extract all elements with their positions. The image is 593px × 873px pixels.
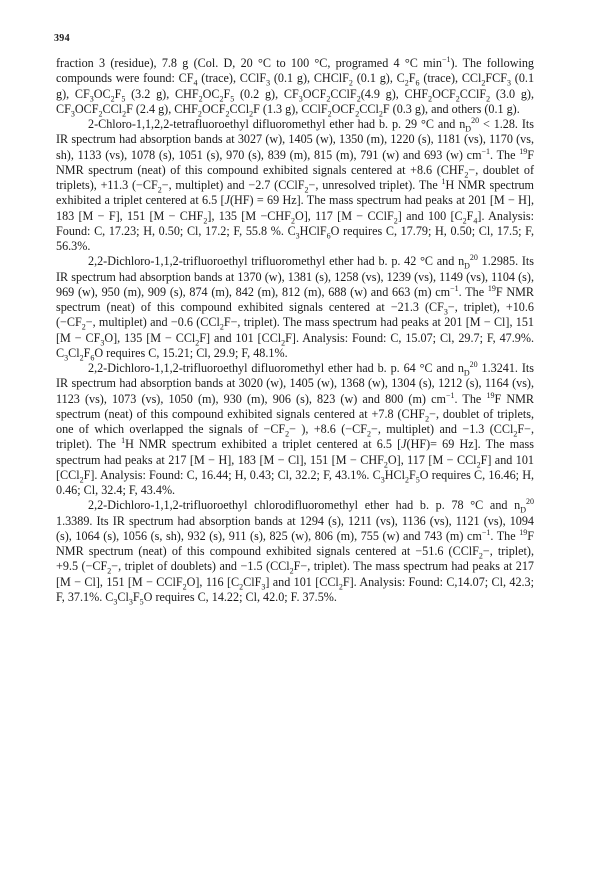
paragraph-dichloro-trifluoroethyl-trifluoromethyl-ether: 2,2-Dichloro-1,1,2-trifluoroethyl trifluoromethyl ether had b. p. 42 °C and $n_D^{20}$ 1.2985. Its IR spectrum had absorption bands at 1370 (w), 1381 (s), 1258 (vs), 1239 (vs), 1149 (vs), 1104 (s), 969 (w), 950 (m), 909 (s), 874 (m), 842 (m), 812 (m), 688 (w) and 663 (m) $cm^{-1}$. The $^{19}$F NMR spectrum (neat) of this compound exhibited signals centered at −21.3 ($CF_3-$, triplet), +10.6 ($-CF_2-$, multiplet) and −0.6 (CCl$_2$F−, triplet). The mass spectrum had peaks at 201 [M − Cl], 151 $[M - CF_3O]$, 135 [M − CCl$_2$F] and 101 [CCl$_2$F]. Analysis: Found: C, 15.07; Cl, 29.7; F, 47.9%. $C_3Cl_2F_6O$ requires C, 15.21; Cl, 29.9; F, 48.1%. <box>56 253 535 363</box>
body-text <box>56 56 534 605</box>
page-number: 394 <box>54 33 70 44</box>
paragraph-fraction-3-residue: fraction 3 (residue), 7.8 g (Col. D, 20 °C to 100 °C, programed 4 °C $\min^{-1}$). The following compounds were found: $CF_4$ (trace), CClF$_3$ (0.1 g), CHClF$_2$ (0.1 g), $C_2F_6$ (trace), $CCl_2FCF_3$ (0.1 g), $CF_3OC_2F_5$ (3.2 g), $CHF_2OC_2F_5$ (0.2 g), $CF_3OCF_2CClF_2(4.9$ g), $CHF_2OCF_2CClF_2$ (3.0 g), $CF_3OCF_2CCl_2F$ (2.4 g), $CHF_2OCF_2CCl_2F$ (1.3 g), $CClF_2OCF_2CCl_2F$ (0.3 g), and others (0.1 g). <box>56 54 535 119</box>
paragraph-chloro-tetrafluoroethyl-difluoromethyl-ether: 2-Chloro-1,1,2,2-tetrafluoroethyl difluoromethyl ether had b. p. 29 °C and $n_D^{20} < 1.28$. Its IR spectrum had absorption bands at 3027 (w), 1405 (w), 1350 (m), 1220 (s), 1181 (vs), 1170 (vs, sh), 1133 (vs), 1078 (s), 1051 (s), 970 (s), 839 (m), 815 (m), 791 (w) and 693 (w) $cm^{-1}$. The $^{19}$F NMR spectrum (neat) of this compound exhibited signals centered at +8.6 ($CHF_2-$, doublet of triplets), +11.3 ($-CF_2-$, multiplet) and −2.7 (CClF$_2$−, unresolved triplet). The $^1$H NMR spectrum exhibited a triplet centered at 6.5 [J(HF) = 69 Hz]. The mass spectrum had peaks at 201 [M − H], 183 [M − F], 151 $[M - CHF_2]$, 135 $[M -CHF_2O]$, 117 [M − CClF$_2$] and 100 $[C_2F_4]$. Analysis: Found: C, 17.23; H, 0.50; Cl, 17.2; F, 55.8 %. $C_3HClF_6O$ requires C, 17.79; H, 0.50; Cl, 17.5; F, 56.3%. <box>56 115 535 253</box>
paragraph-dichloro-trifluoroethyl-chlorodifluoromethyl-ether: 2,2-Dichloro-1,1,2-trifluoroethyl chlorodifluoromethyl ether had b. p. 78 °C and $n_D^{20}$ 1.3389. Its IR spectrum had absorption bands at 1294 (s), 1211 (vs), 1136 (vs), 1121 (vs), 1094 (s), 1064 (s), 1056 (s, sh), 932 (s), 911 (s), 825 (w), 806 (m), 755 (w) and 743 (m) $cm^{-1}$. The $^{19}$F NMR spectrum (neat) of this compound exhibited signals centered at −51.6 (CClF$_2$−, triplet), +9.5 ($-CF_2-$, triplet of doublets) and −1.5 (CCl$_2$F−, triplet). The mass spectrum had peaks at 217 [M − Cl], 151 [M − CClF$_2$O], 116 $[C_2ClF_3]$ and 101 [CCl$_2$F]. Analysis: Found: C,14.07; Cl, 42.3; F, 37.1%. $C_3Cl_3F_5O$ requires C, 14.22; Cl, 42.0; F. 37.5%. <box>56 497 534 607</box>
paragraph-dichloro-trifluoroethyl-difluoromethyl-ether: 2,2-Dichloro-1,1,2-trifluoroethyl difluoromethyl ether had b. p. 64 °C and $n_D^{20}$ 1.3241. Its IR spectrum had absorption bands at 3020 (w), 1405 (w), 1368 (w), 1304 (s), 1212 (s), 1164 (vs), 1123 (vs), 1073 (vs), 1050 (m), 930 (m), 906 (s), 823 (w) and 800 (m) $cm^{-1}$. The $^{19}$F NMR spectrum (neat) of this compound exhibited signals centered at +7.8 ($CHF_2-$, doublet of triplets, one of which overlapped the signals of $-CF_2-$ ), +8.6 ($-CF_2-$, multiplet) and −1.3 (CCl$_2$F−, triplet). The $^1$H NMR spectrum exhibited a triplet centered at 6.5 [J(HF)= 69 Hz]. The mass spectrum had peaks at 217 [M − H], 183 [M − Cl], 151 $[M - CHF_2O]$, 117 [M − CCl$_2$F] and 101 [CCl$_2$F]. Analysis: Found: C, 16.44; H, 0.43; Cl, 32.2; F, 43.1%. $C_3HCl_2F_5O$ requires C, 16.46; H, 0.46; Cl, 32.4; F, 43.4%. <box>56 359 534 497</box>
